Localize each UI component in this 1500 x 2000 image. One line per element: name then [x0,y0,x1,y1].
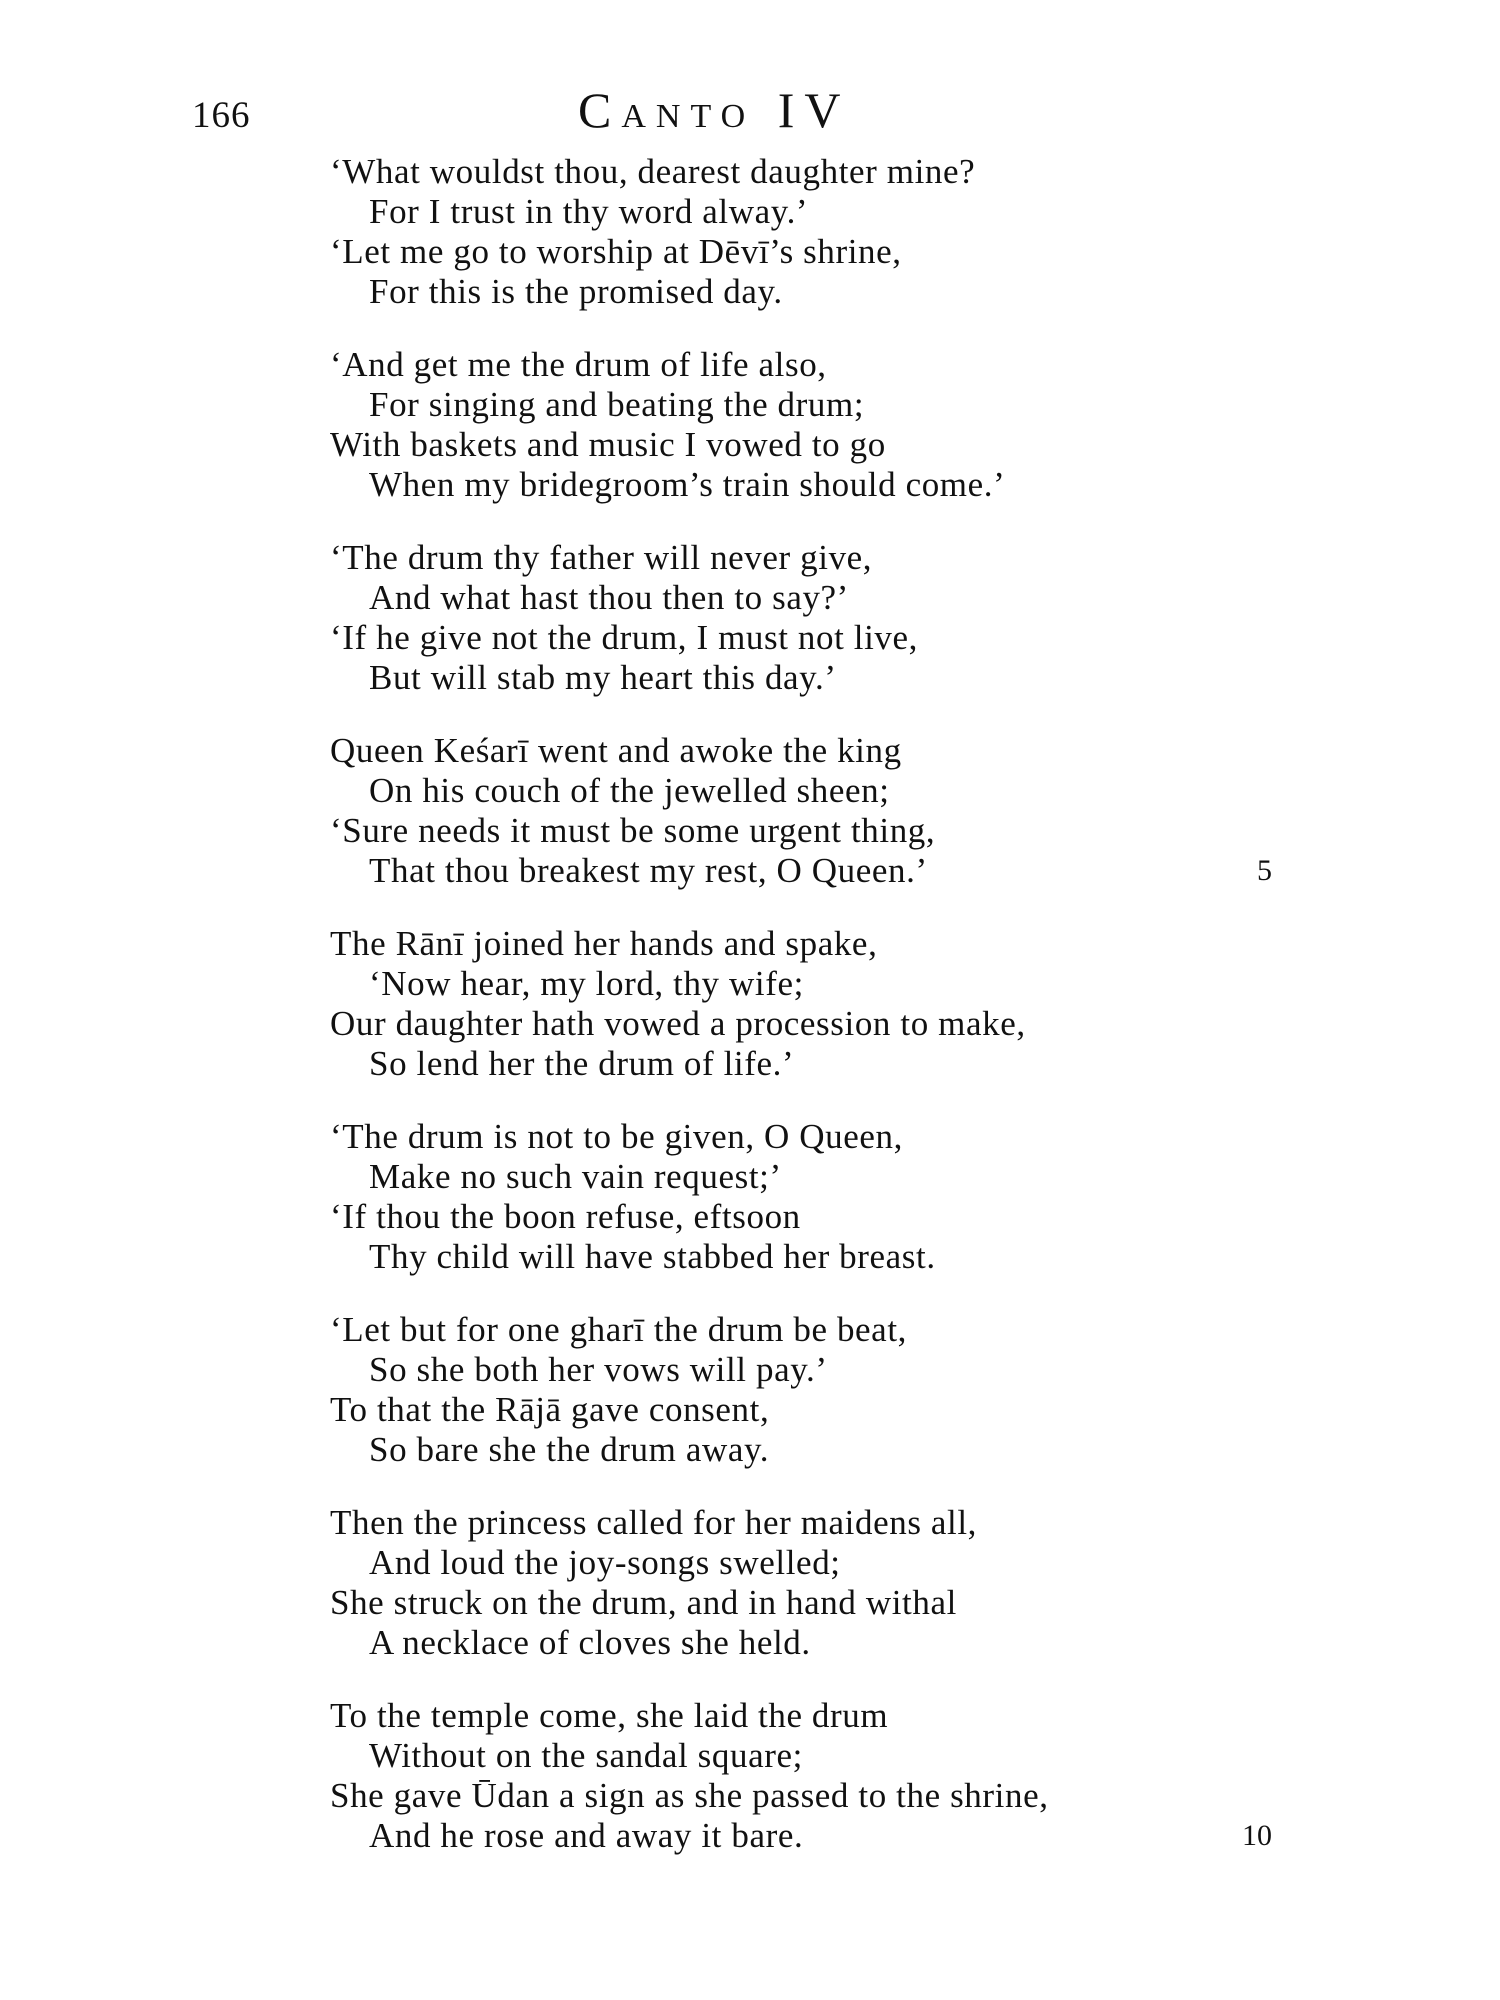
verse-line: On his couch of the jewelled sheen; [369,771,890,810]
stanza-2 [330,345,1290,505]
verse-line: Then the princess called for her maidens all, [330,1503,978,1542]
verse-line: Thy child will have stabbed her breast. [369,1237,936,1276]
verse-line: ‘The drum is not to be given, O Queen, [330,1117,903,1156]
verse-line: Without on the sandal square; [369,1736,803,1775]
verse-line: She struck on the drum, and in hand withal [330,1583,957,1622]
stanza-6 [330,1117,1290,1277]
verse-line: So bare she the drum away. [369,1430,770,1469]
stanza-number: 10 [1242,1819,1272,1852]
stanza-4 [330,731,1290,891]
verse-line: With baskets and music I vowed to go [330,425,886,464]
verse-line: ‘If thou the boon refuse, eftsoon [330,1197,801,1236]
verse-line: A necklace of cloves she held. [369,1623,811,1662]
verse-line: Queen Keśarī went and awoke the king [330,731,902,770]
verse-line: When my bridegroom’s train should come.’ [369,465,1006,504]
verse-line: And he rose and away it bare. [369,1816,804,1855]
verse-line: But will stab my heart this day.’ [369,658,837,697]
verse-line: So lend her the drum of life.’ [369,1044,795,1083]
verse-line: Make no such vain request;’ [369,1157,782,1196]
verse-line: She gave Ūdan a sign as she passed to the shrine, [330,1776,1049,1815]
running-head [578,78,850,149]
verse-line: ‘Let but for one gharī the drum be beat, [330,1310,907,1349]
stanza-5 [330,924,1290,1084]
poem-body [330,152,1290,1889]
verse-line: ‘If he give not the drum, I must not live, [330,618,919,657]
verse-line: That thou breakest my rest, O Queen.’ [369,851,928,890]
verse-line: ‘Let me go to worship at Dēvī’s shrine, [330,232,902,271]
verse-line: ‘What wouldst thou, dearest daughter mine? [330,152,976,191]
verse-line: So she both her vows will pay.’ [369,1350,828,1389]
stanza-7 [330,1310,1290,1470]
stanza-number: 5 [1257,854,1272,887]
stanza-8 [330,1503,1290,1663]
stanza-3 [330,538,1290,698]
running-head-initial: C [578,82,622,138]
stanza-9 [330,1696,1290,1856]
verse-line: ‘The drum thy father will never give, [330,538,873,577]
verse-line: For singing and beating the drum; [369,385,865,424]
stanza-1 [330,152,1290,312]
running-head-canto-number: IV [777,82,851,138]
verse-line: To the temple come, she laid the drum [330,1696,889,1735]
verse-line: ‘Now hear, my lord, thy wife; [369,964,804,1003]
verse-line: ‘Sure needs it must be some urgent thing, [330,811,936,850]
verse-line: For this is the promised day. [369,272,783,311]
page-number: 166 [192,95,251,136]
verse-line: ‘And get me the drum of life also, [330,345,827,384]
verse-line: Our daughter hath vowed a procession to make, [330,1004,1026,1043]
verse-line: To that the Rājā gave consent, [330,1390,770,1429]
running-head-small-caps: ANTO [621,98,756,135]
verse-line: And what hast thou then to say?’ [369,578,849,617]
verse-line: For I trust in thy word alway.’ [369,192,809,231]
verse-line: The Rānī joined her hands and spake, [330,924,878,963]
verse-line: And loud the joy-songs swelled; [369,1543,841,1582]
